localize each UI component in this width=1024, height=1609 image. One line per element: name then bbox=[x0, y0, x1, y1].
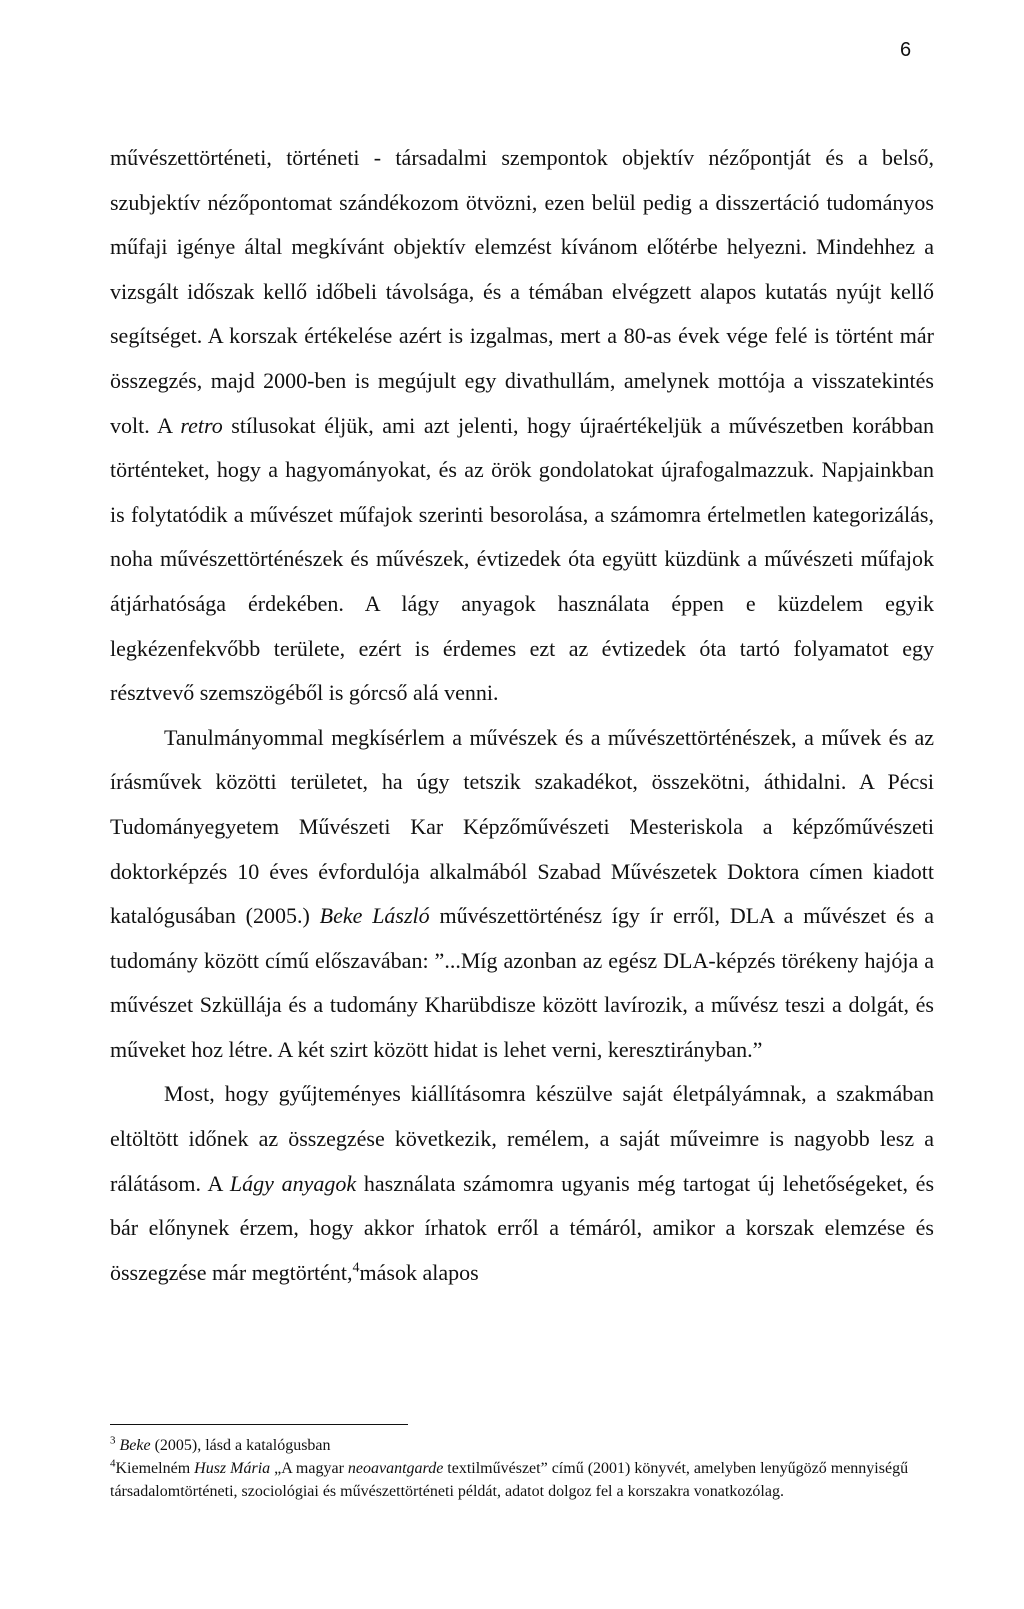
paragraph bbox=[110, 136, 934, 716]
text-run: mások alapos bbox=[359, 1259, 479, 1285]
paragraph bbox=[110, 1072, 934, 1295]
text-run: használata számomra ugyanis még tartogat új lehetőségeket, és bár előnynek érzem, hogy akkor írhatok erről a témáról, amikor a korszak elemzése és összegzése már megtörtént, bbox=[110, 1170, 935, 1285]
text-run: művészettörténész így ír erről, DLA a művészet és a tudomány között című előszavában: ”...Míg azonban az egész DLA-képzés törékeny hajója a művészet Szküllája és a tudomány Kharübdisze között lavírozik, a művész teszi a dolgát, és műveket hoz létre. A két szirt között hidat is lehet verni, keresztirányban.” bbox=[110, 903, 935, 1062]
footnote-reference: 4 bbox=[352, 1260, 360, 1276]
text-run: „A magyar bbox=[270, 1460, 348, 1477]
italic-author-name: Beke László bbox=[319, 903, 430, 929]
footnote-marker: 3 bbox=[110, 1434, 116, 1447]
page-number: 6 bbox=[900, 39, 912, 61]
italic-term: Lágy anyagok bbox=[229, 1170, 357, 1196]
footnote-separator bbox=[110, 1424, 408, 1425]
italic-author-name: Beke bbox=[119, 1437, 151, 1454]
text-run: Most, hogy gyűjteményes kiállításomra készülve saját életpályámnak, a szakmában eltöltött időnek az összegzése következik, remélem, a saját műveimre is nagyobb lesz a rálátásom. A bbox=[110, 1081, 934, 1196]
paragraph bbox=[110, 716, 934, 1073]
footnote-marker: 4 bbox=[110, 1457, 116, 1470]
footnotes bbox=[110, 1434, 934, 1503]
body-text bbox=[110, 136, 934, 1295]
italic-term: retro bbox=[180, 412, 223, 438]
text-run: művészettörténeti, történeti - társadalmi szempontok objektív nézőpontját és a belső, szubjektív nézőpontomat szándékozom ötvözni, ezen belül pedig a disszertáció tudományos műfaji igénye által megkívánt objektív elemzést kívánom előtérbe helyezni. Mindehhez a vizsgált időszak kellő időbeli távolsága, és a témában elvégzett alapos kutatás nyújt kellő segítséget. A korszak értékelése azért is izgalmas, mert a 80-as évek vége felé is történt már összegzés, majd 2000-ben is megújult egy divathullám, amelynek mottója a visszatekintés volt. A bbox=[110, 145, 934, 438]
footnote bbox=[110, 1457, 934, 1503]
text-run: (2005), lásd a katalógusban bbox=[150, 1437, 331, 1454]
text-run: stílusokat éljük, ami azt jelenti, hogy újraértékeljük a művészetben korábban történteket, hogy a hagyományokat, és az örök gondolatokat újrafogalmazzuk. Napjainkban is folytatódik a művészet műfajok szerinti besorolása, a számomra értelmetlen kategorizálás, noha művészettörténészek és művészek, évtizedek óta együtt küzdünk a művészeti műfajok átjárhatósága érdekében. A lágy anyagok használata éppen e küzdelem egyik legkézenfekvőbb területe, ezért is érdemes ezt az évtizedek óta tartó folyamatot egy résztvevő szemszögéből is górcső alá venni. bbox=[110, 412, 935, 706]
italic-term: neoavantgarde bbox=[347, 1460, 444, 1477]
text-run: textilművészet” című (2001) könyvét, amelyben lenyűgöző mennyiségű társadalomtörténeti, szociológiai és művészettörténeti példát, adatot dolgoz fel a korszakra vonatkozólag. bbox=[110, 1460, 909, 1500]
text-run: Tanulmányommal megkísérlem a művészek és a művészettörténészek, a művek és az írásművek közötti területet, ha úgy tetszik szakadékot, összekötni, áthidalni. A Pécsi Tudományegyetem Művészeti Kar Képzőművészeti Mesteriskola a képzőművészeti doktorképzés 10 éves évfordulója alkalmából Szabad Művészetek Doktora címen kiadott katalógusában (2005.) bbox=[110, 724, 934, 929]
italic-author-name: Husz Mária bbox=[194, 1460, 271, 1477]
text-run: Kiemelném bbox=[115, 1460, 195, 1477]
footnote bbox=[110, 1434, 934, 1457]
